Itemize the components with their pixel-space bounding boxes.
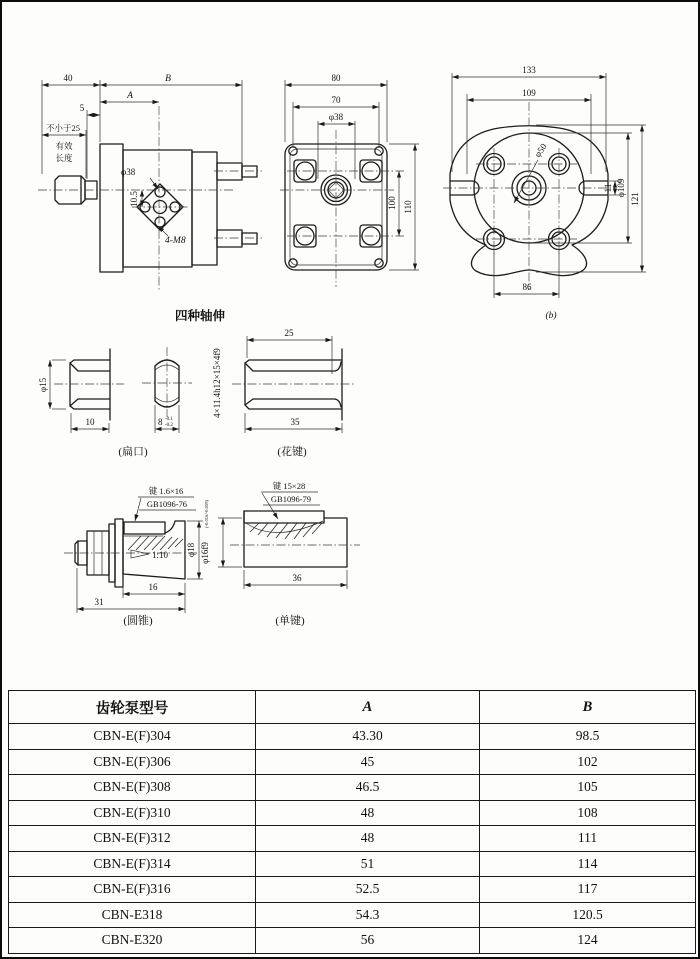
single-key-shaft [200, 481, 360, 627]
arrowhead [626, 133, 630, 140]
arrowhead [553, 292, 560, 296]
arrowhead [341, 583, 348, 587]
arrowhead [467, 98, 474, 102]
b-cell: 108 [480, 800, 696, 826]
arrowhead [600, 75, 607, 79]
dim-phi16f9-tol: (-0.016/-0.059) [204, 499, 209, 529]
flat-shaft-label: (扁口) [118, 446, 148, 458]
b-cell: 105 [480, 775, 696, 801]
dim-8-tol-lower: -0.2 [165, 423, 173, 428]
arrowhead [349, 122, 356, 126]
single-key-spec: 键 15×28 [272, 481, 306, 491]
model-cell: CBN-E(F)314 [9, 851, 256, 877]
arrowhead [155, 427, 162, 431]
arrowhead [221, 561, 225, 568]
b-cell: 102 [480, 749, 696, 775]
dim-phi50: φ50 [532, 141, 549, 159]
a-cell: 51 [256, 851, 480, 877]
table-row [9, 902, 696, 928]
arrowhead [197, 573, 201, 580]
dimension-table [8, 690, 696, 954]
b-cell: 114 [480, 851, 696, 877]
dim-80: 80 [331, 73, 341, 83]
arrowhead [100, 100, 107, 104]
arrowhead [381, 83, 388, 87]
cone-shaft [64, 486, 203, 627]
dim-8-tol-upper: -0.1 [165, 417, 173, 422]
model-cell: CBN-E318 [9, 902, 256, 928]
arrowhead [135, 514, 139, 521]
side-view [38, 73, 262, 290]
arrowhead [87, 113, 94, 117]
arrowhead [77, 607, 84, 611]
dim-133: 133 [522, 65, 536, 75]
arrowhead [179, 607, 186, 611]
model-cell: CBN-E(F)308 [9, 775, 256, 801]
section-title: 四种轴伸 [174, 309, 226, 323]
dim-109: 109 [522, 88, 536, 98]
arrowhead [413, 144, 417, 151]
arrowhead [123, 592, 130, 596]
flange-view [443, 65, 646, 321]
table-row [9, 877, 696, 903]
arrowhead [640, 266, 644, 273]
a-cell: 43.30 [256, 724, 480, 750]
table-row [9, 724, 696, 750]
a-cell: 46.5 [256, 775, 480, 801]
note-length: 长度 [55, 153, 73, 163]
note-min-25: 不小于25 [45, 123, 81, 133]
arrowhead [326, 338, 333, 342]
b-cell: 98.5 [480, 724, 696, 750]
arrowhead [103, 427, 110, 431]
model-cell: CBN-E(F)310 [9, 800, 256, 826]
cone-key-spec: 键 1.6×16 [148, 486, 184, 496]
arrowhead [285, 83, 292, 87]
arrowhead [247, 338, 254, 342]
cone-label: (圆锥) [123, 615, 153, 627]
dim-100: 100 [387, 196, 397, 210]
dim-70: 70 [331, 95, 341, 105]
single-key-label: (单键) [275, 615, 305, 627]
spline-label: (花键) [277, 446, 307, 458]
view-b-label: (b) [545, 311, 557, 321]
model-cell: CBN-E320 [9, 928, 256, 954]
arrowhead [48, 360, 52, 367]
arrowhead [273, 512, 278, 519]
table-row [9, 851, 696, 877]
arrowhead [179, 592, 186, 596]
arrowhead [42, 133, 49, 137]
a-cell: 52.5 [256, 877, 480, 903]
b-cell: 120.5 [480, 902, 696, 928]
arrowhead [94, 113, 101, 117]
arrowhead [373, 105, 380, 109]
a-cell: 54.3 [256, 902, 480, 928]
spline-shaft [212, 328, 354, 458]
header-A: A [256, 691, 480, 724]
b-cell: 124 [480, 928, 696, 954]
dim-8: 8 [158, 417, 163, 427]
dim-phi15: φ15 [38, 377, 48, 393]
table-row [9, 800, 696, 826]
arrowhead [244, 583, 251, 587]
arrowhead [413, 264, 417, 271]
dim-phi109: φ109 [616, 178, 626, 198]
technical-drawing [2, 2, 700, 688]
arrowhead [71, 427, 78, 431]
arrowhead [94, 83, 101, 87]
arrowhead [221, 518, 225, 525]
arrowhead [173, 427, 180, 431]
dim-110: 110 [403, 200, 413, 214]
model-cell: CBN-E(F)306 [9, 749, 256, 775]
model-cell: CBN-E(F)316 [9, 877, 256, 903]
cone-key-std: GB1096-76 [146, 499, 188, 509]
arrowhead [197, 521, 201, 528]
a-cell: 48 [256, 800, 480, 826]
table-row [9, 775, 696, 801]
arrowhead [397, 230, 401, 237]
single-key-std: GB1096-79 [270, 494, 312, 504]
dim-4-M8: 4-M8 [165, 236, 186, 246]
dim-121: 121 [630, 192, 640, 206]
arrowhead [245, 427, 252, 431]
table-row [9, 928, 696, 954]
a-cell: 48 [256, 826, 480, 852]
arrowhead [236, 83, 243, 87]
arrowhead [318, 122, 325, 126]
model-cell: CBN-E(F)304 [9, 724, 256, 750]
arrowhead [153, 100, 160, 104]
model-cell: CBN-E(F)312 [9, 826, 256, 852]
dim-phi16f9: φ16f9 [200, 542, 210, 564]
arrowhead [397, 171, 401, 178]
dim-phi18: φ18 [186, 542, 196, 558]
arrowhead [42, 83, 49, 87]
arrowhead [640, 125, 644, 132]
b-cell: 117 [480, 877, 696, 903]
table-row [9, 749, 696, 775]
arrowhead [452, 75, 459, 79]
spline-spec: 4×11.4h12×15×4f9 [212, 348, 222, 418]
b-cell: 111 [480, 826, 696, 852]
arrowhead [100, 83, 107, 87]
header-model: 齿轮泵型号 [9, 691, 256, 724]
flat-shaft-end [118, 347, 192, 458]
header-B: B [480, 691, 696, 724]
arrowhead [80, 133, 87, 137]
arrowhead [140, 190, 144, 197]
dim-86: 86 [522, 282, 532, 292]
dim-25: 25 [284, 328, 294, 338]
dim-phi38-front: φ38 [328, 112, 344, 122]
dim-A: A [127, 91, 133, 101]
dim-B: B [165, 74, 171, 84]
dim-phi38-side: φ38 [121, 167, 136, 177]
arrowhead [494, 292, 501, 296]
arrowhead [626, 237, 630, 244]
arrowhead [293, 105, 300, 109]
a-cell: 45 [256, 749, 480, 775]
dim-16: 16 [148, 582, 158, 592]
dim-31: 31 [94, 597, 104, 607]
arrowhead [336, 427, 343, 431]
note-effective: 有效 [55, 141, 73, 151]
dim-10-5: 10.5 [129, 191, 139, 207]
dim-11: 11 [603, 183, 613, 193]
dim-35: 35 [290, 417, 300, 427]
table-header-row [9, 691, 696, 724]
arrowhead [48, 403, 52, 410]
dim-10: 10 [85, 417, 95, 427]
table-row [9, 826, 696, 852]
a-cell: 56 [256, 928, 480, 954]
dim-40: 40 [63, 73, 73, 83]
dim-36: 36 [292, 573, 302, 583]
dim-5: 5 [79, 103, 85, 113]
front-view [280, 73, 419, 287]
cone-taper: 1:10 [152, 550, 169, 560]
shaft-extensions [38, 308, 360, 627]
arrowhead [585, 98, 592, 102]
flat-shaft-side [38, 349, 124, 433]
